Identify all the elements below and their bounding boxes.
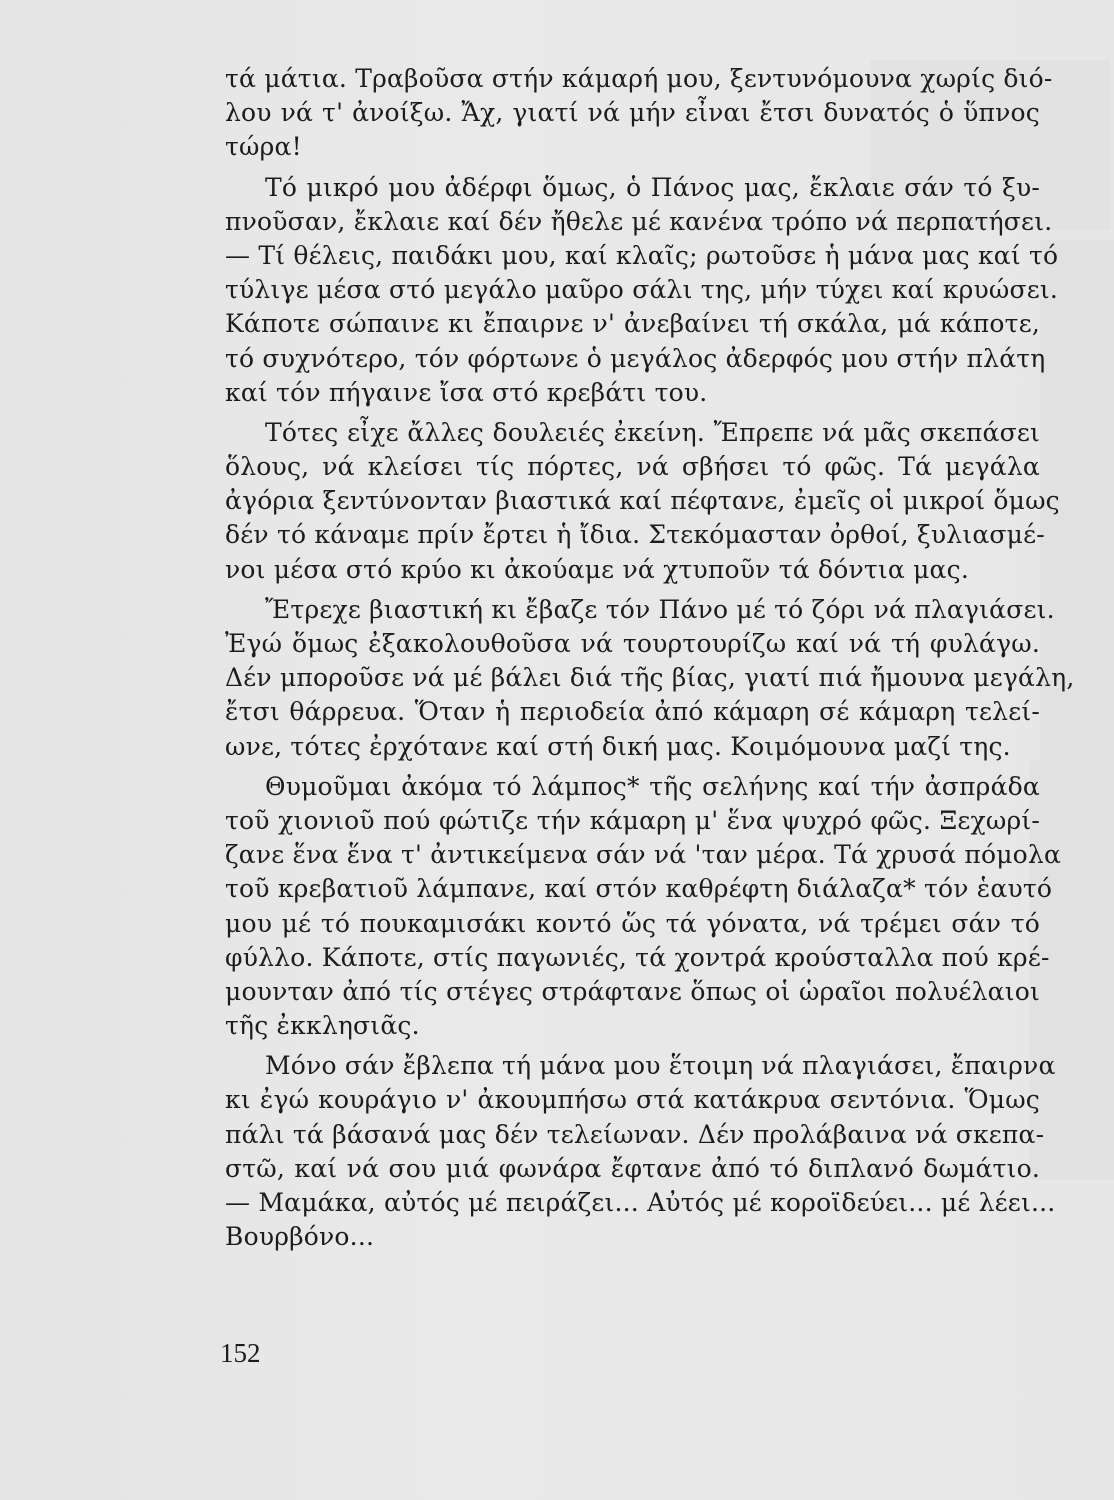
- text-line: Θυμοῦμαι ἀκόμα τό λάμπος* τῆς σελήνης καί τήν ἀσπράδα: [265, 771, 1040, 801]
- text-line: Μόνο σάν ἔβλεπα τή μάνα μου ἕτοιμη νά πλαγιάσει, ἔπαιρνα: [265, 1051, 1056, 1081]
- text-line: φύλλο. Κάποτε, στίς παγωνιές, τά χοντρά κρούσταλλα πού κρέ-: [225, 942, 1050, 972]
- paragraph: [225, 593, 1075, 764]
- paragraph: [225, 416, 1060, 587]
- paragraph: [225, 171, 1059, 410]
- text-line: λου νά τ' ἀνοίξω. Ἄχ, γιατί νά μήν εἶναι ἔτσι δυνατός ὁ ὕπνος: [225, 98, 1040, 128]
- text-line: τοῦ κρεβατιοῦ λάμπανε, καί στόν καθρέφτη διάλαζα* τόν ἑαυτό: [225, 874, 1053, 904]
- text-line: τώρα!: [225, 132, 302, 162]
- text-line: πνοῦσαν, ἔκλαιε καί δέν ἤθελε μέ κανένα τρόπο νά περπατήσει.: [225, 206, 1053, 236]
- text-line: μουνταν ἀπό τίς στέγες στράφτανε ὅπως οἱ ὡραῖοι πολυέλαιοι: [225, 976, 1040, 1006]
- text-line: δέν τό κάναμε πρίν ἔρτει ἡ ἴδια. Στεκόμασταν ὀρθοί, ξυλιασμέ-: [225, 520, 1045, 550]
- text-line: μου μέ τό πουκαμισάκι κοντό ὥς τά γόνατα, νά τρέμει σάν τό: [225, 908, 1040, 938]
- text-line: Κάποτε σώπαινε κι ἔπαιρνε ν' ἀνεβαίνει τή σκάλα, μά κάποτε,: [225, 309, 1040, 339]
- paragraph: [225, 770, 1062, 1044]
- paragraph: [225, 62, 1053, 165]
- text-line: ἀγόρια ξεντύνονταν βιαστικά καί πέφτανε, ἐμεῖς οἱ μικροί ὅμως: [225, 486, 1060, 516]
- text-line: καί τόν πήγαινε ἴσα στό κρεβάτι του.: [225, 377, 708, 407]
- text-line: ζανε ἕνα ἕνα τ' ἀντικείμενα σάν νά 'ταν μέρα. Τά χρυσά πόμολα: [225, 840, 1062, 870]
- text-line: τῆς ἐκκλησιᾶς.: [225, 1011, 420, 1041]
- text-line: Τότες εἶχε ἄλλες δουλειές ἐκείνη. Ἔπρεπε νά μᾶς σκεπάσει: [265, 417, 1040, 447]
- text-line: Τό μικρό μου ἀδέρφι ὅμως, ὁ Πάνος μας, ἔκλαιε σάν τό ξυ-: [265, 172, 1040, 202]
- text-line: τοῦ χιονιοῦ πού φώτιζε τήν κάμαρη μ' ἕνα ψυχρό φῶς. Ξεχωρί-: [225, 805, 1040, 835]
- text-line: τά μάτια. Τραβοῦσα στήν κάμαρή μου, ξεντυνόμουνα χωρίς διό-: [225, 64, 1053, 93]
- text-line: ωνε, τότες ἐρχότανε καί στή δική μας. Κοιμόμουνα μαζί της.: [225, 731, 1011, 761]
- text-line: Δέν μποροῦσε νά μέ βάλει διά τῆς βίας, γιατί πιά ἤμουνα μεγάλη,: [225, 663, 1075, 693]
- text-line: πάλι τά βάσανά μας δέν τελείωναν. Δέν προλάβαινα νά σκεπα-: [225, 1119, 1045, 1149]
- text-line: ἔτσι θάρρευα. Ὅταν ἡ περιοδεία ἀπό κάμαρη σέ κάμαρη τελεί-: [225, 697, 1040, 727]
- page-number: 152: [220, 1338, 261, 1368]
- text-line: τό συχνότερο, τόν φόρτωνε ὁ μεγάλος ἀδερφός μου στήν πλάτη: [225, 343, 1046, 373]
- text-line: — Μαμάκα, αὐτός μέ πειράζει... Αὐτός μέ κοροϊδεύει... μέ λέει...: [225, 1188, 1056, 1217]
- text-line: νοι μέσα στό κρύο κι ἀκούαμε νά χτυποῦν τά δόντια μας.: [225, 554, 969, 584]
- paragraph: [225, 1049, 1056, 1254]
- text-line: Ἐγώ ὅμως ἐξακολουθοῦσα νά τουρτουρίζω καί νά τή φυλάγω.: [225, 629, 1040, 658]
- text-line: κι ἐγώ κουράγιο ν' ἀκουμπήσω στά κατάκρυα σεντόνια. Ὅμως: [225, 1085, 1040, 1115]
- text-line: ὅλους, νά κλείσει τίς πόρτες, νά σβήσει τό φῶς. Τά μεγάλα: [225, 452, 1040, 482]
- text-line: τύλιγε μέσα στό μεγάλο μαῦρο σάλι της, μήν τύχει καί κρυώσει.: [225, 275, 1059, 305]
- body-text: [225, 62, 1075, 1254]
- text-line: Ἔτρεχε βιαστική κι ἔβαζε τόν Πάνο μέ τό ζόρι νά πλαγιάσει.: [265, 594, 1055, 624]
- text-line: στῶ, καί νά σου μιά φωνάρα ἔφτανε ἀπό τό διπλανό δωμάτιο.: [225, 1153, 1040, 1183]
- text-line: — Τί θέλεις, παιδάκι μου, καί κλαῖς; ρωτοῦσε ἡ μάνα μας καί τό: [225, 240, 1059, 270]
- text-line: Βουρβόνο...: [225, 1222, 375, 1252]
